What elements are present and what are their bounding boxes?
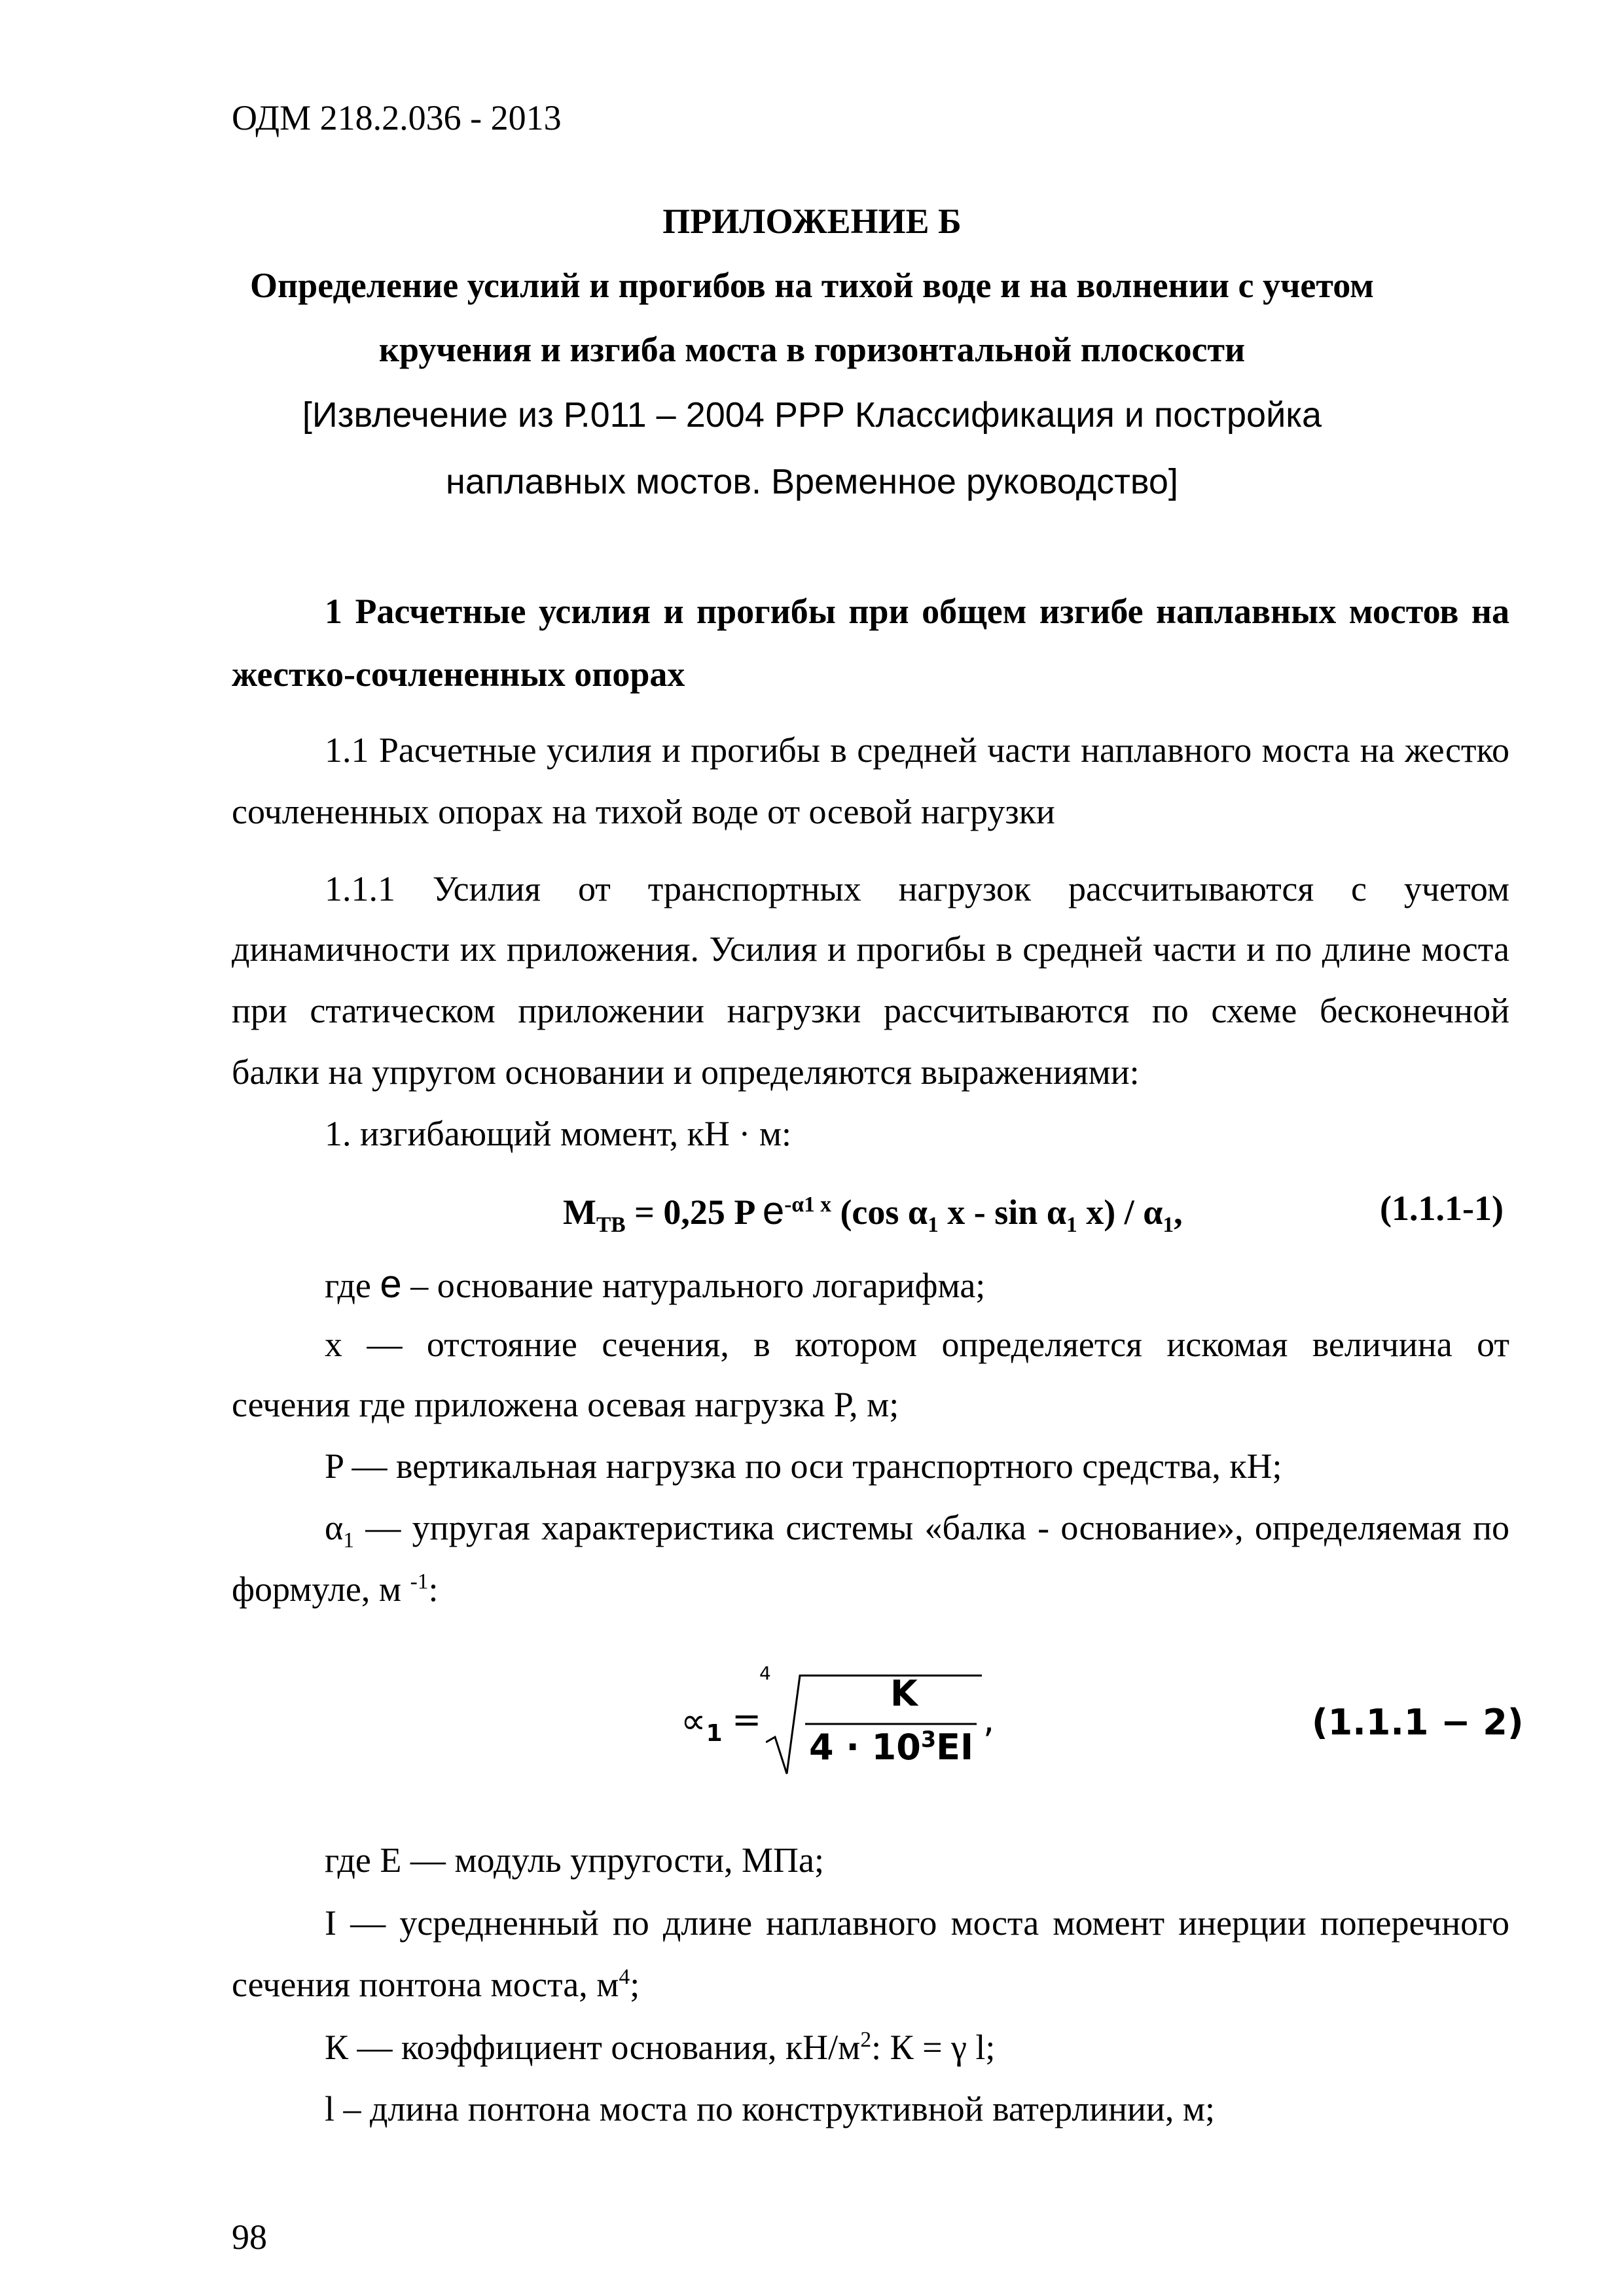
section1-heading-line1: 1 Расчетные усилия и прогибы при общем изгибе наплавных мостов на <box>325 592 1509 631</box>
bending-moment-item: 1. изгибающий момент, кН · м: <box>325 1114 792 1153</box>
clause-1-1-1-line1: 1.1.1 Усилия от транспортных нагрузок рассчитываются с учетом <box>325 869 1509 908</box>
equals-sign: = <box>732 1699 762 1740</box>
document-code-header: ОДМ 218.2.036 - 2013 <box>232 98 562 137</box>
definition-l: l – длина понтона моста по конструктивной ватерлинии, м; <box>325 2089 1215 2128</box>
clause-1-1-1-line2: динамичности их приложения. Усилия и прогибы в средней части и по длине моста <box>232 929 1509 969</box>
formula-1-1-1-1: $M_{ТВ} = 0,25$ P $e^{-\alpha 1 x}$ (cos $\alpha_1$ x - $\sin \alpha_1$ $x) / \alpha_1$, <box>563 1189 1183 1237</box>
page-number: 98 <box>232 2217 267 2257</box>
source-note-line1: [Извлечение из Р.011 – 2004 РРР Классификация и постройка <box>302 395 1322 435</box>
definition-K: К — коэффициент основания, $кН/м^2$: К = γ l; <box>325 2028 996 2067</box>
clause-1-1-line2: сочлененных опорах на тихой воде от осевой нагрузки <box>232 792 1055 831</box>
clause-1-1-1-line3: при статическом приложении нагрузки рассчитываются по схеме бесконечной <box>232 991 1509 1030</box>
definition-alpha-line2: формуле, м $^{-1}$: <box>232 1570 439 1609</box>
fraction-denominator: $4 \cdot 10^3EI$ <box>809 1727 974 1768</box>
formula-comma: , <box>983 1699 995 1740</box>
section1-heading-line2: жестко-сочлененных опорах <box>232 655 685 694</box>
formula-1-1-1-2 <box>681 1662 995 1780</box>
formula-1-1-1-2-number: (1.1.1 − 2) <box>1312 1702 1524 1743</box>
definition-I-line1: I — усредненный по длине наплавного моста момент инерции поперечного <box>325 1903 1509 1943</box>
formula-1-1-1-1-number: (1.1.1-1) <box>1380 1189 1504 1228</box>
source-note-line2: наплавных мостов. Временное руководство] <box>446 462 1178 501</box>
definition-alpha-line1: $\alpha_1$ — упругая характеристика системы «балка - основание», определяемая по <box>325 1508 1509 1552</box>
appendix-title: ПРИЛОЖЕНИЕ Б <box>662 202 962 241</box>
appendix-subtitle-line1: Определение усилий и прогибов на тихой воде и на волнении с учетом <box>250 266 1374 305</box>
alpha-symbol: $\propto_1$ <box>681 1700 723 1747</box>
fraction-numerator: K <box>890 1673 918 1714</box>
clause-1-1-line1: 1.1 Расчетные усилия и прогибы в средней части наплавного моста на жестко <box>325 730 1509 770</box>
definition-E: где Е — модуль упругости, МПа; <box>325 1840 824 1880</box>
definition-e: где e – основание натурального логарифма; <box>325 1262 986 1306</box>
appendix-subtitle-line2: кручения и изгиба моста в горизонтальной плоскости <box>378 330 1246 369</box>
definition-x-line1: x — отстояние сечения, в котором определяется искомая величина от <box>325 1325 1509 1364</box>
definition-I-line2: сечения понтона моста, $м^4$; <box>232 1965 640 2004</box>
root-index: 4 <box>759 1662 771 1684</box>
definition-x-line2: сечения где приложена осевая нагрузка Р, м; <box>232 1385 899 1424</box>
clause-1-1-1-line4: балки на упругом основании и определяются выражениями: <box>232 1052 1140 1092</box>
definition-p: P — вертикальная нагрузка по оси транспортного средства, кН; <box>325 1446 1282 1486</box>
